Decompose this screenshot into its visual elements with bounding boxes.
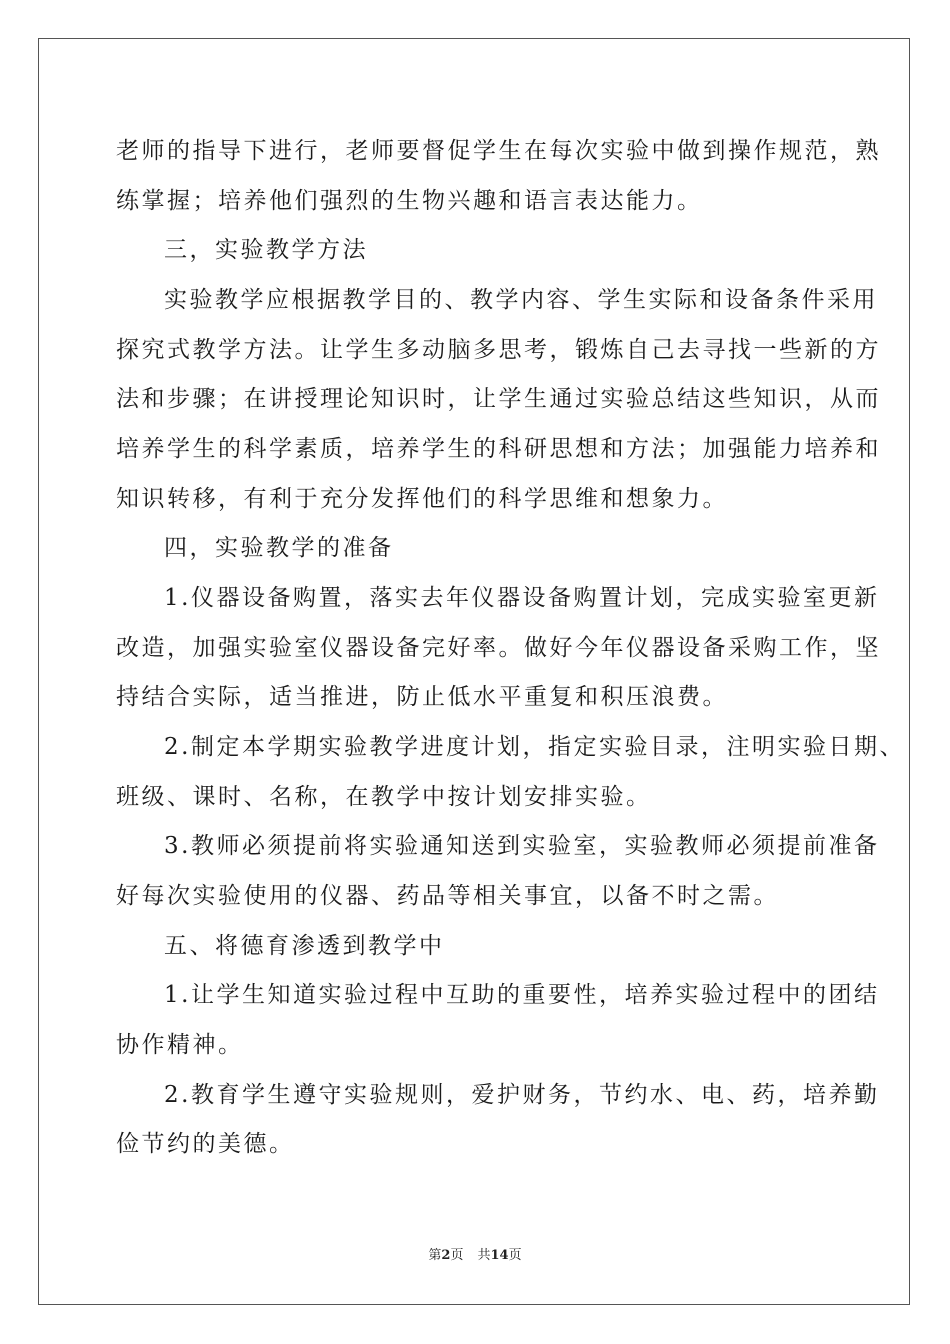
text-line: 协作精神。: [116, 1032, 244, 1058]
text-line: 知识转移，有利于充分发挥他们的科学思维和想象力。: [116, 486, 728, 512]
page-suffix: 页: [450, 1248, 464, 1263]
page-footer: [0, 1247, 950, 1265]
text-line: 练掌握；培养他们强烈的生物兴趣和语言表达能力。: [116, 188, 703, 214]
section-heading: 三，实验教学方法: [164, 237, 368, 263]
total-pages: 14: [490, 1248, 509, 1263]
text-line: 2.制定本学期实验教学进度计划，指定实验目录，注明实验日期、: [164, 734, 905, 760]
text-line: 持结合实际，适当推进，防止低水平重复和积压浪费。: [116, 684, 728, 710]
section-heading: 四，实验教学的准备: [164, 535, 394, 561]
text-line: 培养学生的科学素质，培养学生的科研思想和方法；加强能力培养和: [116, 436, 881, 462]
text-line: 1.仪器设备购置，落实去年仪器设备购置计划，完成实验室更新: [164, 585, 880, 611]
text-line: 班级、课时、名称，在教学中按计划安排实验。: [116, 784, 652, 810]
total-prefix: 共: [477, 1248, 491, 1263]
text-line: 1.让学生知道实验过程中互助的重要性，培养实验过程中的团结: [164, 982, 880, 1008]
text-line: 2.教育学生遵守实验规则，爱护财务，节约水、电、药，培养勤: [164, 1082, 880, 1108]
text-line: 3.教师必须提前将实验通知送到实验室，实验教师必须提前准备: [164, 833, 880, 859]
page-prefix: 第: [428, 1248, 442, 1263]
total-suffix: 页: [508, 1248, 522, 1263]
page-frame: [38, 38, 910, 1305]
text-line: 俭节约的美德。: [116, 1131, 295, 1157]
text-line: 好每次实验使用的仪器、药品等相关事宜，以备不时之需。: [116, 883, 779, 909]
text-line: 探究式教学方法。让学生多动脑多思考，锻炼自己去寻找一些新的方: [116, 337, 881, 363]
text-line: 法和步骤；在讲授理论知识时，让学生通过实验总结这些知识，从而: [116, 386, 881, 412]
text-line: 老师的指导下进行，老师要督促学生在每次实验中做到操作规范，熟: [116, 138, 881, 164]
text-line: 实验教学应根据教学目的、教学内容、学生实际和设备条件采用: [164, 287, 878, 313]
page-number: 2: [441, 1248, 451, 1263]
section-heading: 五、将德育渗透到教学中: [164, 933, 445, 959]
text-line: 改造，加强实验室仪器设备完好率。做好今年仪器设备采购工作，坚: [116, 635, 881, 661]
